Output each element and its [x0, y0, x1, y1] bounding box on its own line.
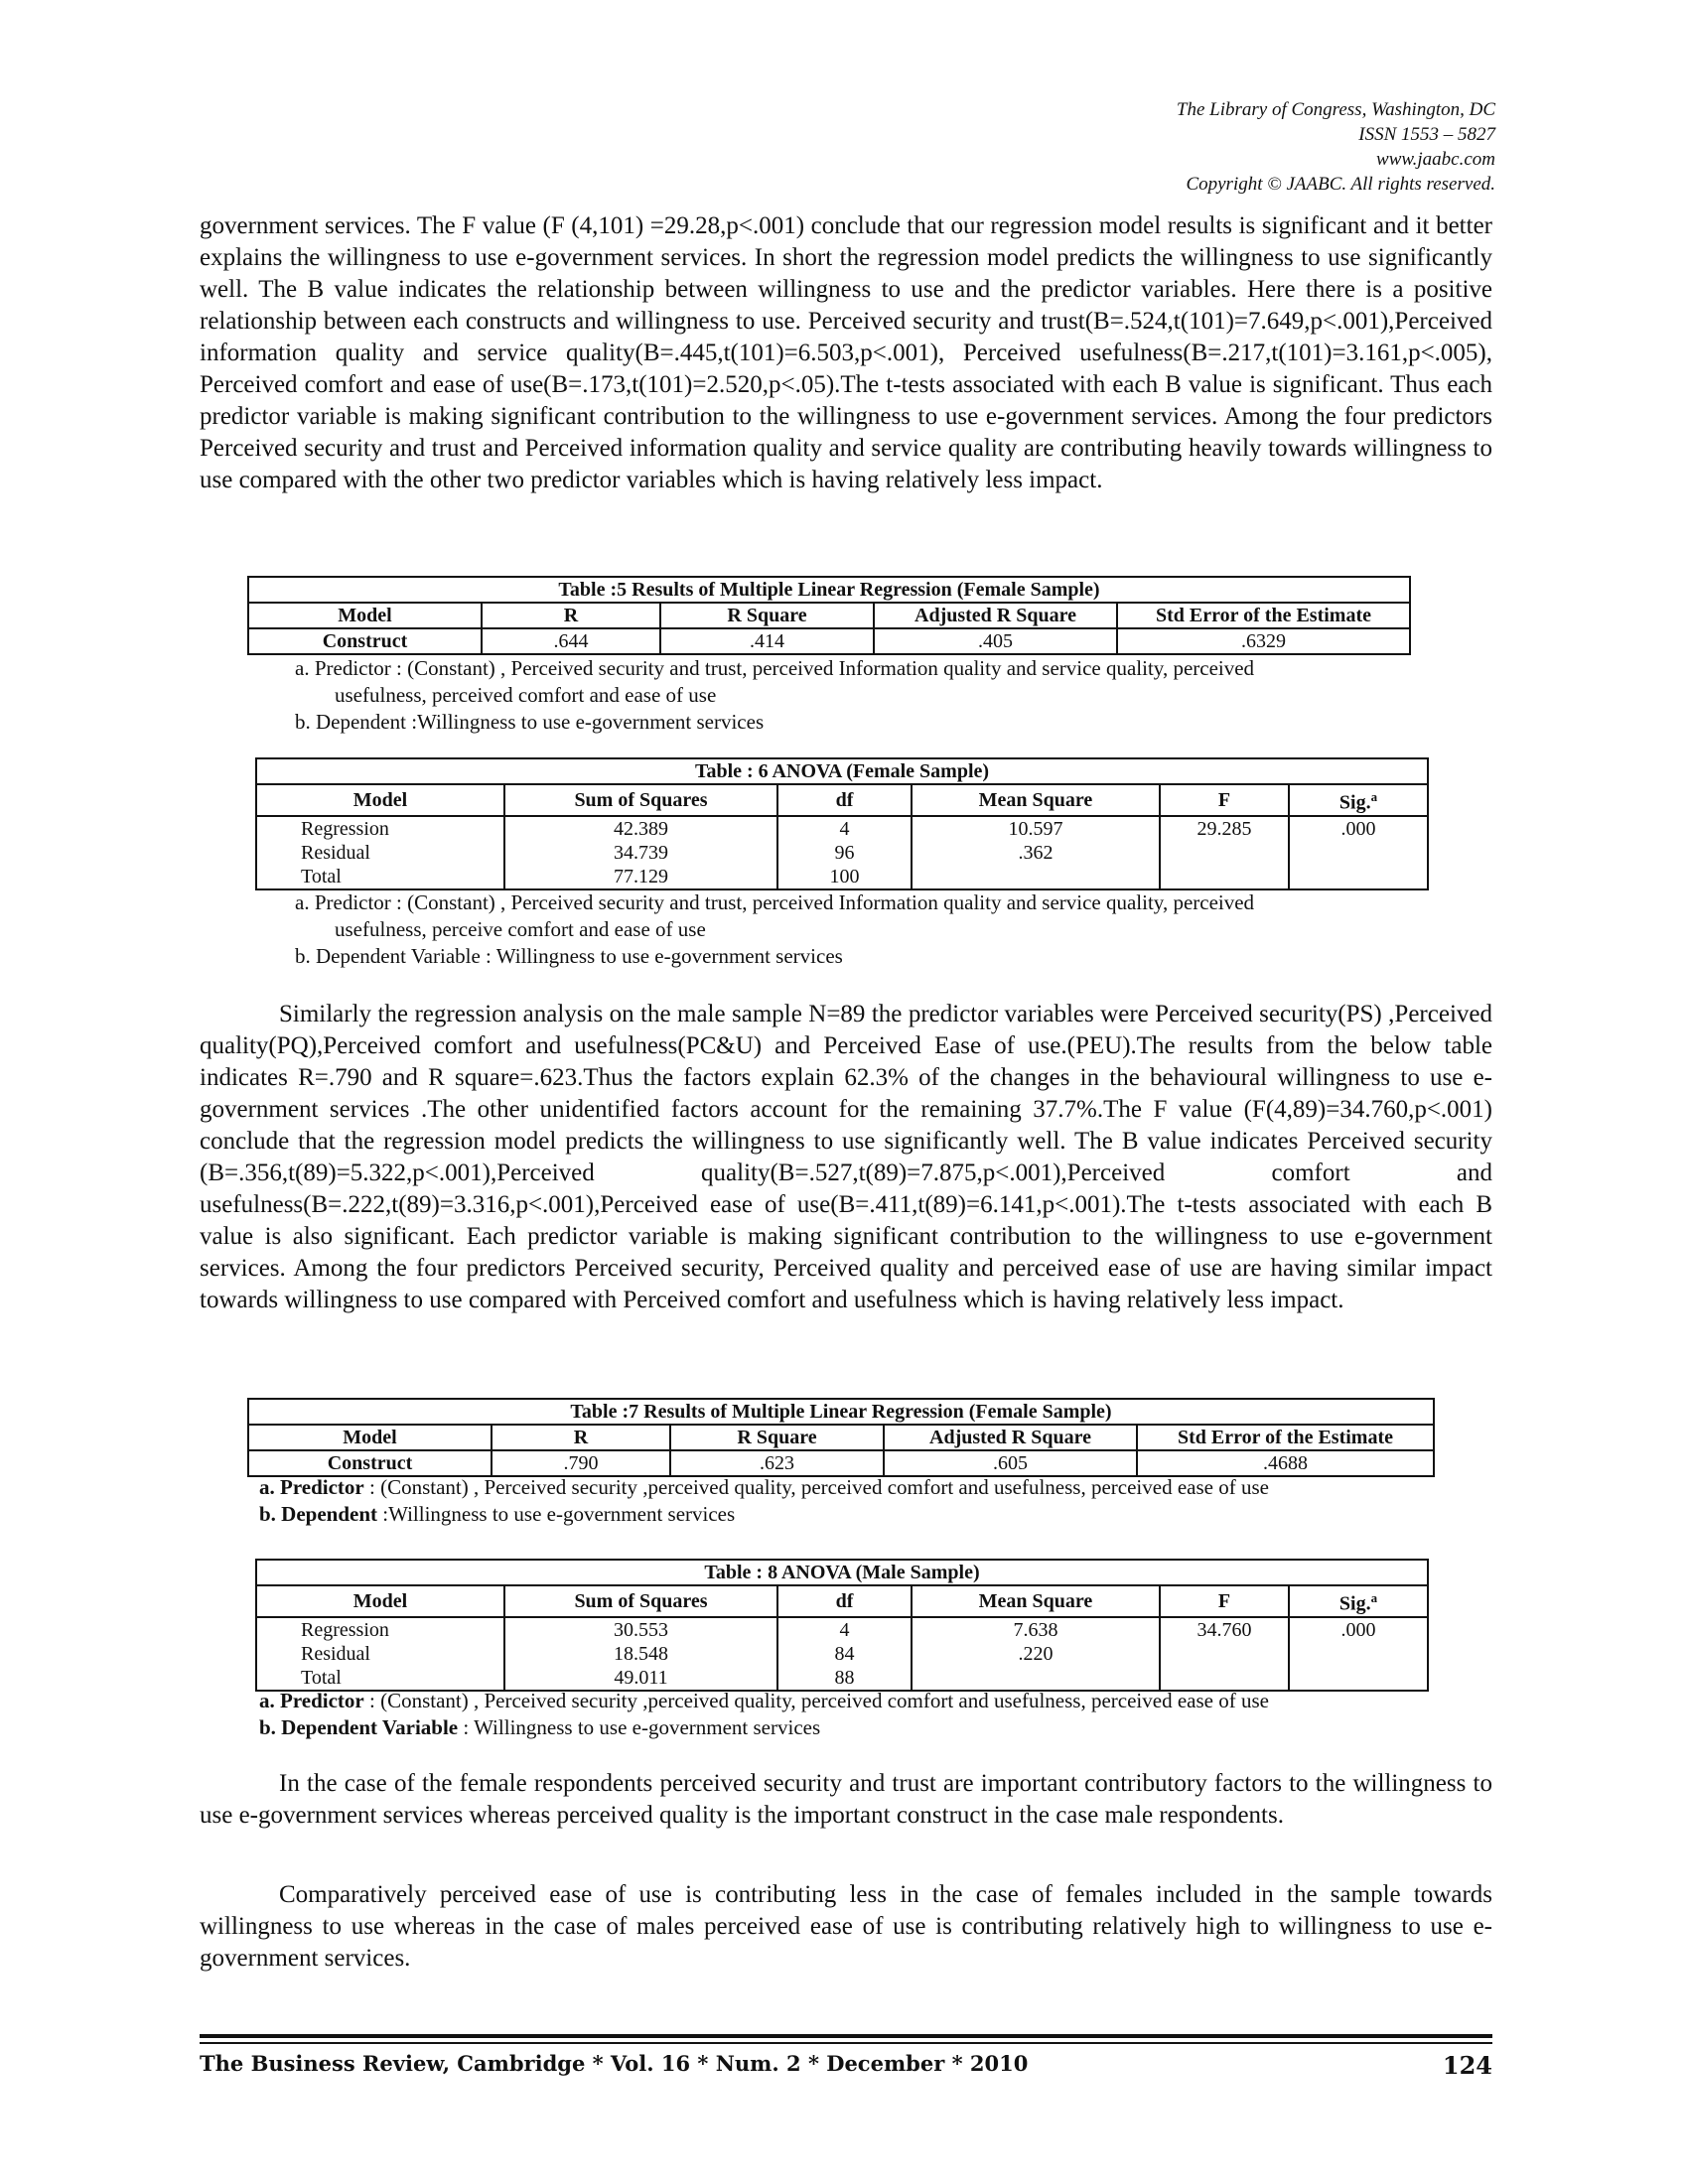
table-7-notes [259, 1474, 1550, 1528]
column-header: F [1160, 1585, 1289, 1617]
column-header: df [777, 1585, 912, 1617]
table-cell: .000 [1289, 816, 1428, 841]
footer-rule [200, 2034, 1492, 2038]
note-predictor-continued: usefulness, perceive comfort and ease of use [335, 917, 706, 941]
column-header: Adjusted R Square [884, 1425, 1137, 1450]
note-dependent: b. Dependent Variable : Willingness to use e-government services [295, 944, 843, 968]
column-header: Adjusted R Square [874, 603, 1117, 628]
table-8-notes [259, 1688, 1580, 1741]
table-cell: .790 [492, 1450, 670, 1476]
column-header: Mean Square [912, 1585, 1160, 1617]
table-6-anova-female [255, 757, 1429, 890]
table-cell: .414 [660, 628, 874, 654]
table-cell: 10.597 [912, 816, 1160, 841]
table-cell: 49.011 [504, 1666, 777, 1691]
table-cell: .362 [912, 841, 1160, 865]
column-header: Model [248, 603, 482, 628]
column-header: Std Error of the Estimate [1117, 603, 1410, 628]
table-cell: 34.739 [504, 841, 777, 865]
table-cell: 30.553 [504, 1617, 777, 1642]
table-cell: 100 [777, 865, 912, 889]
table-cell [1160, 1642, 1289, 1666]
table-cell: .4688 [1137, 1450, 1434, 1476]
table-cell: 77.129 [504, 865, 777, 889]
table-cell: 29.285 [1160, 816, 1289, 841]
table-cell: Residual [256, 841, 504, 865]
table-title: Table :7 Results of Multiple Linear Regression (Female Sample) [248, 1399, 1434, 1425]
column-header: Mean Square [912, 784, 1160, 816]
journal-citation: The Business Review, Cambridge * Vol. 16 * Num. 2 * December * 2010 [200, 2051, 1029, 2076]
note-predictor: a. Predictor : (Constant) , Perceived security ,perceived quality, perceived comfort and usefulness, perceived ease of use [259, 1689, 1269, 1712]
note-predictor-continued: usefulness, perceived comfort and ease of use [335, 683, 717, 707]
table-cell: 88 [777, 1666, 912, 1691]
table-cell: 4 [777, 1617, 912, 1642]
table-cell [1289, 865, 1428, 889]
table-cell: Construct [248, 628, 482, 654]
column-header: df [777, 784, 912, 816]
note-dependent: b. Dependent :Willingness to use e-government services [295, 710, 765, 734]
table-5-notes [295, 655, 1536, 736]
column-header: R [482, 603, 660, 628]
table-6-notes [295, 889, 1536, 970]
table-cell [1289, 841, 1428, 865]
column-header: Sum of Squares [504, 784, 777, 816]
table-cell: .6329 [1117, 628, 1410, 654]
header-copyright: Copyright © JAABC. All rights reserved. [1186, 174, 1495, 195]
header-library: The Library of Congress, Washington, DC [1176, 99, 1495, 120]
paragraph-gender-comparison: In the case of the female respondents perceived security and trust are important contributory factors to the willingness to use e-government services whereas perceived quality is the important construct in the case male respondents. [200, 1770, 1492, 1829]
page-header [1177, 97, 1495, 197]
table-cell [1289, 1666, 1428, 1691]
note-dependent: b. Dependent Variable : Willingness to use e-government services [259, 1715, 821, 1739]
table-cell: .623 [670, 1450, 884, 1476]
table-cell: 7.638 [912, 1617, 1160, 1642]
table-cell: 42.389 [504, 816, 777, 841]
table-cell: 4 [777, 816, 912, 841]
note-predictor: a. Predictor : (Constant) , Perceived security and trust, perceived Information quality and service quality, perceived [295, 656, 1255, 680]
paragraph-male-results: Similarly the regression analysis on the male sample N=89 the predictor variables were Perceived security(PS) ,Perceived quality(PQ),Perceived comfort and usefulness(PC&U) and Perceived Ease of use.(PEU).The results from the below table indicates R=.790 and R square=.623.Thus the factors explain 62.3% of the changes in the behavioural willingness to use e-government services .The other unidentified factors account for the remaining 37.7%.The F value (F(4,89)=34.760,p<.001) conclude that the regression model predicts the willingness to use significantly well. The B value indicates Perceived security (B=.356,t(89)=5.322,p<.001),Perceived quality(B=.527,t(89)=7.875,p<.001),Perceived comfort and usefulness(B=.222,t(89)=3.316,p<.001),Perceived ease of use(B=.411,t(89)=6.141,p<.001).The t-tests associated with each B value is also significant. Each predictor variable is making significant contribution to the willingness to use e-government services. Among the four predictors Perceived security, Perceived quality and perceived ease of use are having similar impact towards willingness to use compared with Perceived comfort and usefulness which is having relatively less impact. [200, 1001, 1492, 1313]
table-cell: .220 [912, 1642, 1160, 1666]
table-title: Table : 6 ANOVA (Female Sample) [256, 758, 1428, 784]
header-issn: ISSN 1553 – 5827 [1358, 124, 1495, 145]
paragraph-female-results: government services. The F value (F (4,101) =29.28,p<.001) conclude that our regression model results is significant and it better explains the willingness to use e-government services. In short the regression model predicts the willingness to use significantly well. The B value indicates the relationship between willingness to use and the predictor variables. Here there is a positive relationship between each constructs and willingness to use. Perceived security and trust(B=.524,t(101)=7.649,p<.001),Perceived information quality and service quality(B=.445,t(101)=6.503,p<.001), Perceived usefulness(B=.217,t(101)=3.161,p<.005), Perceived comfort and ease of use(B=.173,t(101)=2.520,p<.05).The t-tests associated with each B value is significant. Thus each predictor variable is making significant contribution to the willingness to use e-government services. Among the four predictors Perceived security and trust and Perceived information quality and service quality are contributing heavily towards willingness to use compared with the other two predictor variables which is having relatively less impact. [200, 212, 1492, 493]
column-header: R [492, 1425, 670, 1450]
column-header: F [1160, 784, 1289, 816]
table-title: Table : 8 ANOVA (Male Sample) [256, 1560, 1428, 1585]
note-dependent: b. Dependent :Willingness to use e-government services [259, 1502, 736, 1526]
column-header: Model [248, 1425, 492, 1450]
table-cell: Total [256, 1666, 504, 1691]
table-cell: Regression [256, 1617, 504, 1642]
table-cell [1289, 1642, 1428, 1666]
table-cell [912, 1666, 1160, 1691]
footer-rule [200, 2042, 1492, 2044]
table-cell: 84 [777, 1642, 912, 1666]
page-number: 124 [1442, 2051, 1492, 2080]
table-cell: 96 [777, 841, 912, 865]
note-predictor: a. Predictor : (Constant) , Perceived security and trust, perceived Information quality and service quality, perceived [295, 890, 1255, 914]
note-predictor: a. Predictor : (Constant) , Perceived security ,perceived quality, perceived comfort and usefulness, perceived ease of use [259, 1475, 1269, 1499]
page-footer [200, 2051, 1492, 2080]
table-cell [1160, 1666, 1289, 1691]
table-cell: .605 [884, 1450, 1137, 1476]
column-header-sig: Sig.$^a$ [1289, 784, 1428, 816]
column-header-sig: Sig.$^a$ [1289, 1585, 1428, 1617]
table-cell: 18.548 [504, 1642, 777, 1666]
table-title: Table :5 Results of Multiple Linear Regression (Female Sample) [248, 577, 1410, 603]
column-header: R Square [670, 1425, 884, 1450]
column-header: Std Error of the Estimate [1137, 1425, 1434, 1450]
table-cell: Residual [256, 1642, 504, 1666]
table-cell [1160, 841, 1289, 865]
table-cell [1160, 865, 1289, 889]
header-website: www.jaabc.com [1376, 149, 1495, 170]
column-header: Sum of Squares [504, 1585, 777, 1617]
column-header: Model [256, 1585, 504, 1617]
table-cell: .644 [482, 628, 660, 654]
table-cell [912, 865, 1160, 889]
table-5-regression-female [247, 576, 1411, 655]
column-header: Model [256, 784, 504, 816]
table-cell: Total [256, 865, 504, 889]
table-cell: Regression [256, 816, 504, 841]
table-cell: Construct [248, 1450, 492, 1476]
table-cell: .405 [874, 628, 1117, 654]
table-cell: 34.760 [1160, 1617, 1289, 1642]
table-cell: .000 [1289, 1617, 1428, 1642]
table-8-anova-male [255, 1559, 1429, 1692]
table-7-regression [247, 1398, 1435, 1477]
paragraph-ease-of-use: Comparatively perceived ease of use is contributing less in the case of females included in the sample towards willingness to use whereas in the case of males perceived ease of use is contributing relatively high to willingness to use e-government services. [200, 1881, 1492, 1972]
column-header: R Square [660, 603, 874, 628]
